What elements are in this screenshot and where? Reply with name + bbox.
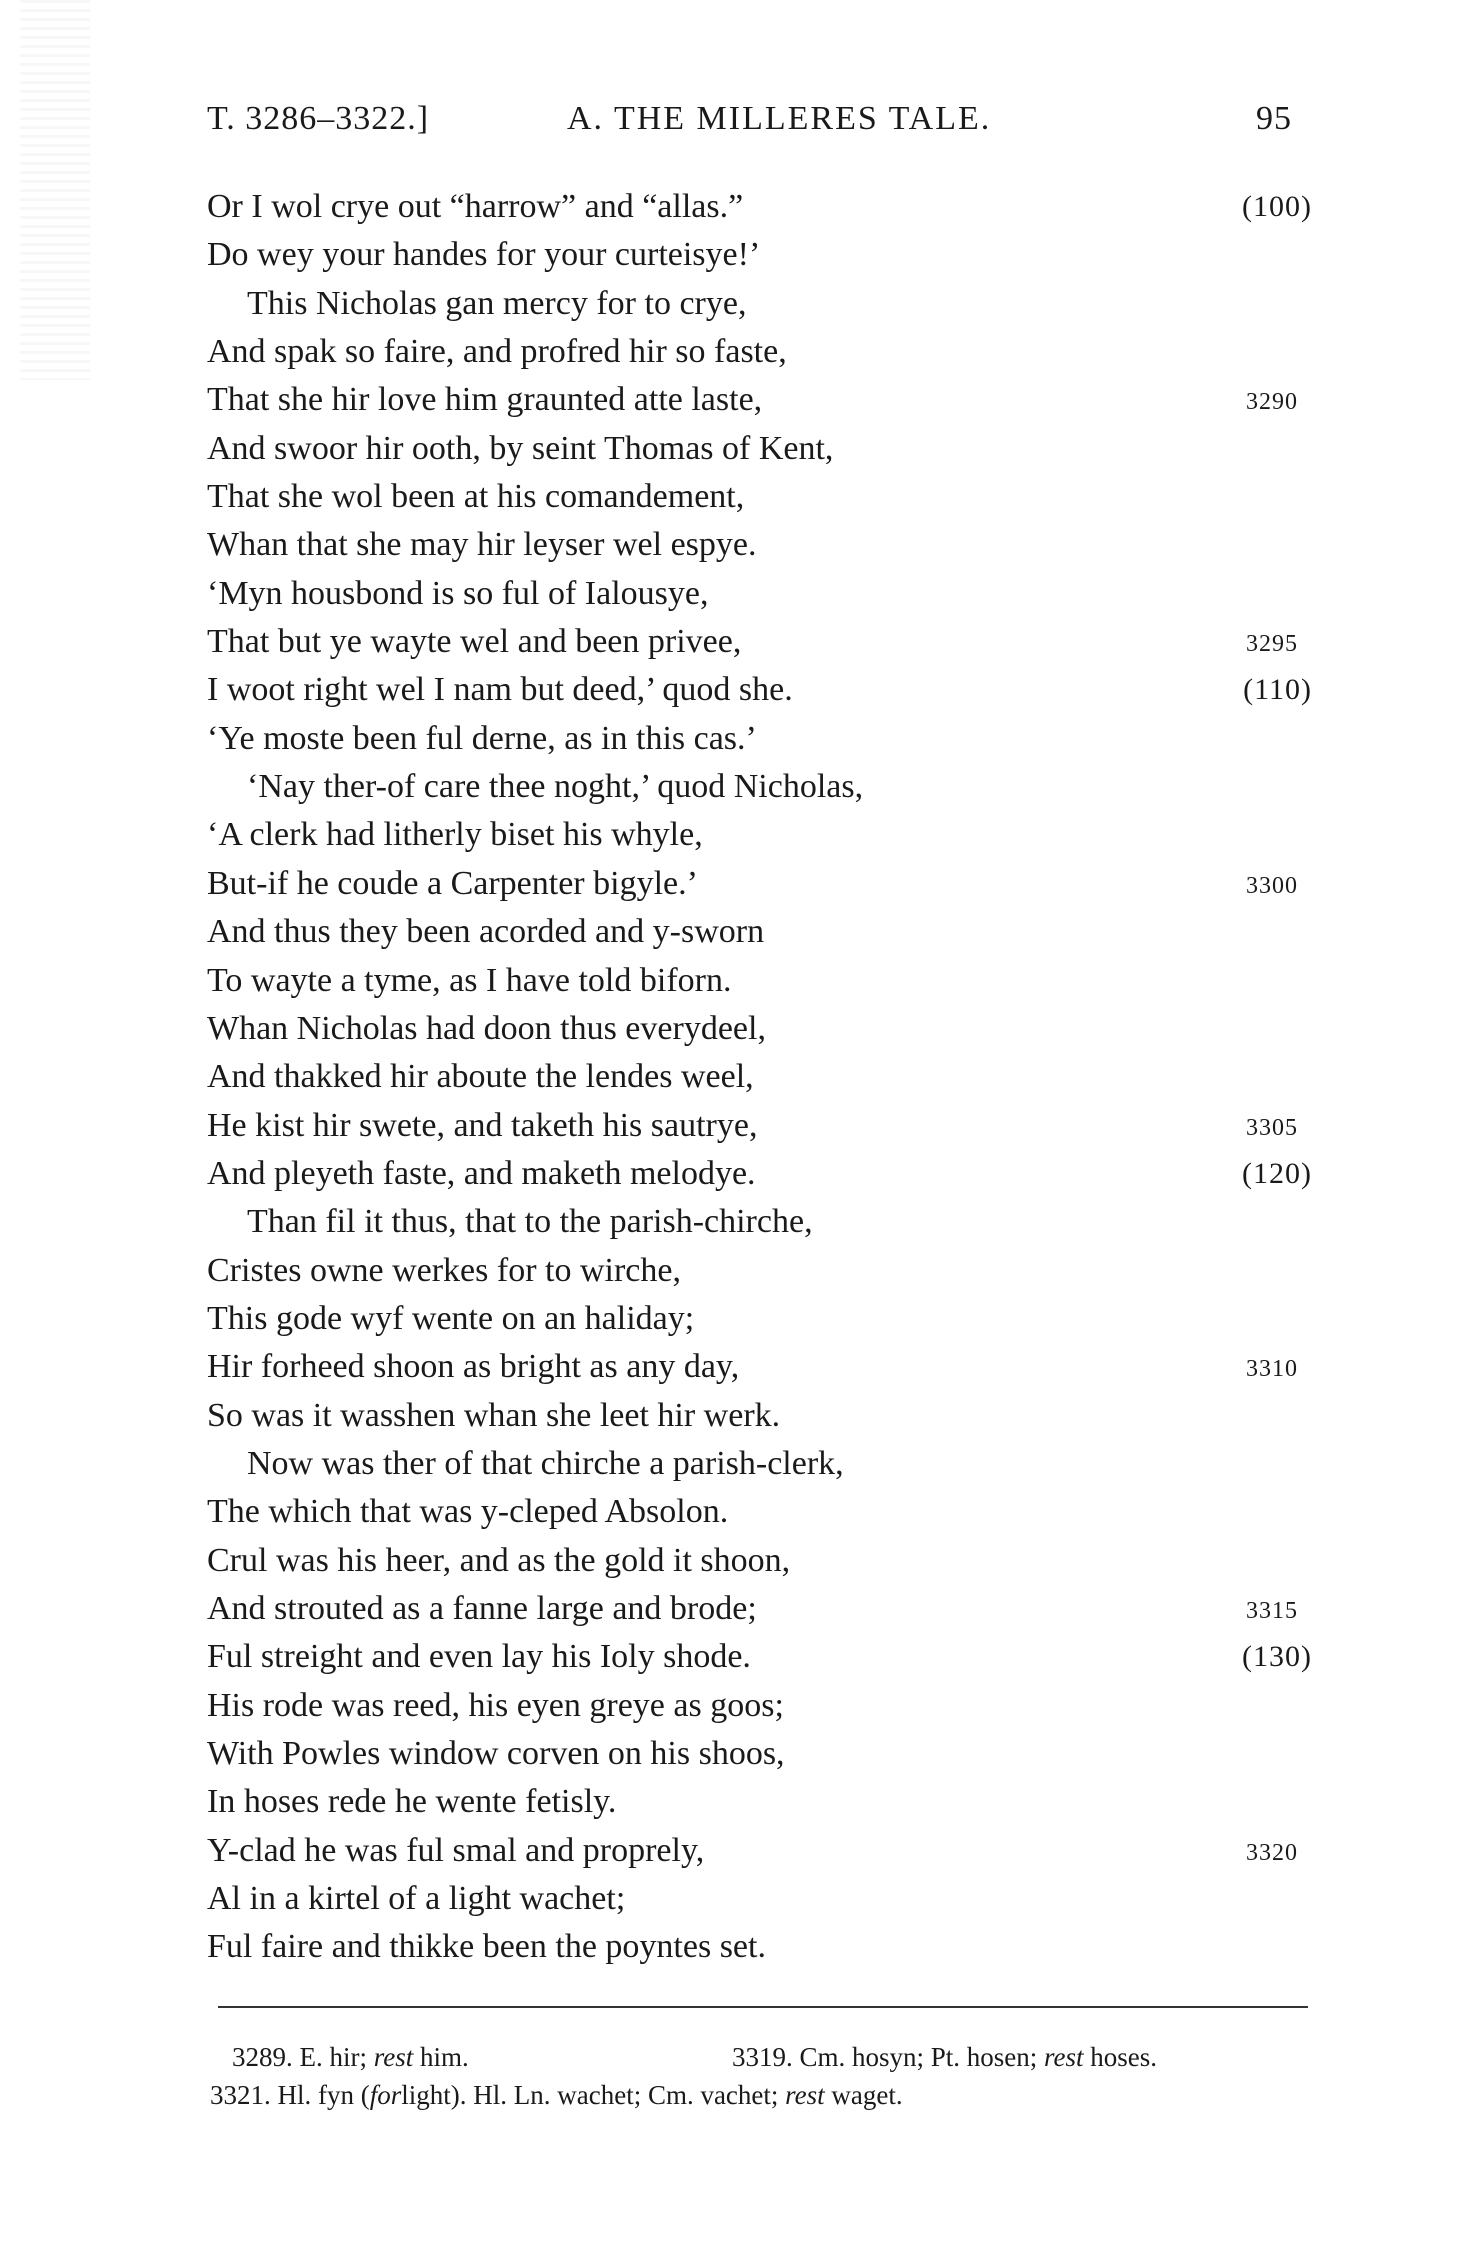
- verse-text: Y-clad he was ful smal and proprely,: [207, 1831, 705, 1869]
- verse-text: That she wol been at his comandement,: [207, 478, 745, 516]
- verse-text: And pleyeth faste, and maketh melodye.: [207, 1154, 756, 1192]
- running-header: [207, 100, 1292, 150]
- verse-text: ‘A clerk had litherly biset his whyle,: [207, 816, 703, 854]
- line-number: 3305: [1246, 1114, 1298, 1141]
- verse-text: Whan Nicholas had doon thus everydeel,: [207, 1009, 766, 1047]
- line-range-reference: T. 3286–3322.]: [207, 100, 430, 137]
- verse-text: With Powles window corven on his shoos,: [207, 1735, 785, 1772]
- verse-text: Cristes owne werkes for to wirche,: [207, 1251, 681, 1289]
- verse-line: [207, 1247, 1312, 1295]
- line-number: 3290: [1246, 389, 1298, 416]
- verse-line: [207, 231, 1312, 279]
- verse-line: [207, 183, 1312, 231]
- page-edge-smudge: [20, 0, 90, 380]
- verse-text: He kist hir swete, and taketh his sautrye,: [207, 1106, 758, 1144]
- verse-text: Or I wol crye out “harrow” and “allas.”: [207, 188, 744, 225]
- verse-text: That she hir love him graunted atte laste,: [207, 381, 763, 419]
- verse-text: I woot right wel I nam but deed,’ quod she.: [207, 671, 793, 709]
- verse-text: Al in a kirtel of a light wachet;: [207, 1880, 626, 1918]
- verse-text: Hir forheed shoon as bright as any day,: [207, 1348, 740, 1386]
- verse-line: [207, 376, 1312, 424]
- verse-text: And strouted as a fanne large and brode;: [207, 1589, 757, 1627]
- verse-line: [207, 425, 1312, 473]
- verse-line: [207, 618, 1312, 666]
- footnote-divider: [218, 2006, 1308, 2008]
- verse-text: This gode wyf wente on an haliday;: [207, 1299, 695, 1337]
- verse-line: [207, 763, 1312, 811]
- verse-line: [207, 521, 1312, 569]
- verse-text: And swoor hir ooth, by seint Thomas of Kent,: [207, 429, 834, 467]
- verse-text: And thus they been acorded and y-sworn: [207, 913, 765, 951]
- verse-line: [207, 1053, 1312, 1101]
- line-number: 3300: [1246, 872, 1298, 899]
- header-title: A. THE MILLERES TALE.: [567, 100, 992, 137]
- verse-line: [207, 1440, 1312, 1488]
- verse-line: [207, 957, 1312, 1005]
- verse-line: [207, 473, 1312, 521]
- verse-block: [207, 183, 1312, 1972]
- verse-text: And thakked hir aboute the lendes weel,: [207, 1058, 754, 1096]
- verse-text: ‘Ye moste been ful derne, as in this cas.’: [207, 719, 757, 757]
- line-number: (100): [1242, 190, 1312, 223]
- line-number: 3315: [1246, 1597, 1298, 1624]
- verse-text: Whan that she may hir leyser wel espye.: [207, 526, 757, 564]
- verse-line: [207, 1343, 1312, 1391]
- verse-line: [207, 1488, 1312, 1536]
- line-number: (130): [1242, 1640, 1312, 1674]
- line-number: (110): [1243, 673, 1312, 707]
- verse-text: Than fil it thus, that to the parish-chirche,: [247, 1203, 813, 1241]
- verse-line: [207, 1585, 1312, 1633]
- verse-line: [207, 1730, 1312, 1778]
- verse-text: That but ye wayte wel and been privee,: [207, 623, 742, 661]
- verse-text: This Nicholas gan mercy for to crye,: [247, 284, 747, 322]
- verse-text: ‘Nay ther-of care thee noght,’ quod Nicholas,: [247, 768, 864, 806]
- verse-line: [207, 1392, 1312, 1440]
- line-number: 3295: [1246, 631, 1298, 658]
- verse-text: The which that was y-cleped Absolon.: [207, 1493, 729, 1531]
- verse-text: Now was ther of that chirche a parish-clerk,: [247, 1444, 844, 1482]
- verse-text: In hoses rede he wente fetisly.: [207, 1783, 617, 1821]
- page-number: 95: [1256, 100, 1292, 137]
- verse-line: [207, 1295, 1312, 1343]
- verse-text: Ful streight and even lay his Ioly shode.: [207, 1638, 751, 1676]
- verse-text: ‘Myn housbond is so ful of Ialousye,: [207, 574, 709, 612]
- verse-line: [207, 811, 1312, 859]
- verse-line: [207, 908, 1312, 956]
- verse-text: Ful faire and thikke been the poyntes set.: [207, 1928, 766, 1966]
- verse-text: His rode was reed, his eyen greye as goos;: [207, 1686, 784, 1724]
- line-number: 3310: [1246, 1356, 1298, 1383]
- verse-line: [207, 1875, 1312, 1923]
- verse-line: [207, 328, 1312, 376]
- verse-line: [207, 570, 1312, 618]
- verse-text: Crul was his heer, and as the gold it shoon,: [207, 1541, 791, 1579]
- verse-text: And spak so faire, and profred hir so faste,: [207, 333, 787, 371]
- verse-text: To wayte a tyme, as I have told biforn.: [207, 961, 732, 999]
- verse-text: Do wey your handes for your curteisye!’: [207, 236, 761, 274]
- footnote-3321: 3321. Hl. fyn (forlight). Hl. Ln. wachet; Cm. vachet; rest waget.: [210, 2080, 903, 2110]
- verse-line: [207, 1102, 1312, 1150]
- footnote-3289: 3289. E. hir; rest him.: [232, 2042, 469, 2072]
- verse-line: [207, 280, 1312, 328]
- verse-line: [207, 1537, 1312, 1585]
- footnote-3319: 3319. Cm. hosyn; Pt. hosen; rest hoses.: [732, 2042, 1158, 2072]
- verse-line: [207, 1827, 1312, 1875]
- verse-line: [207, 1150, 1312, 1198]
- verse-line: [207, 666, 1312, 714]
- verse-line: [207, 1005, 1312, 1053]
- verse-line: [207, 715, 1312, 763]
- verse-text: But-if he coude a Carpenter bigyle.’: [207, 864, 698, 902]
- line-number: 3320: [1246, 1839, 1298, 1866]
- verse-line: [207, 1633, 1312, 1681]
- line-number: (120): [1242, 1156, 1312, 1190]
- verse-line: [207, 860, 1312, 908]
- verse-line: [207, 1778, 1312, 1826]
- verse-line: [207, 1923, 1312, 1971]
- verse-line: [207, 1198, 1312, 1246]
- verse-line: [207, 1682, 1312, 1730]
- verse-text: So was it wasshen whan she leet hir werk.: [207, 1396, 781, 1434]
